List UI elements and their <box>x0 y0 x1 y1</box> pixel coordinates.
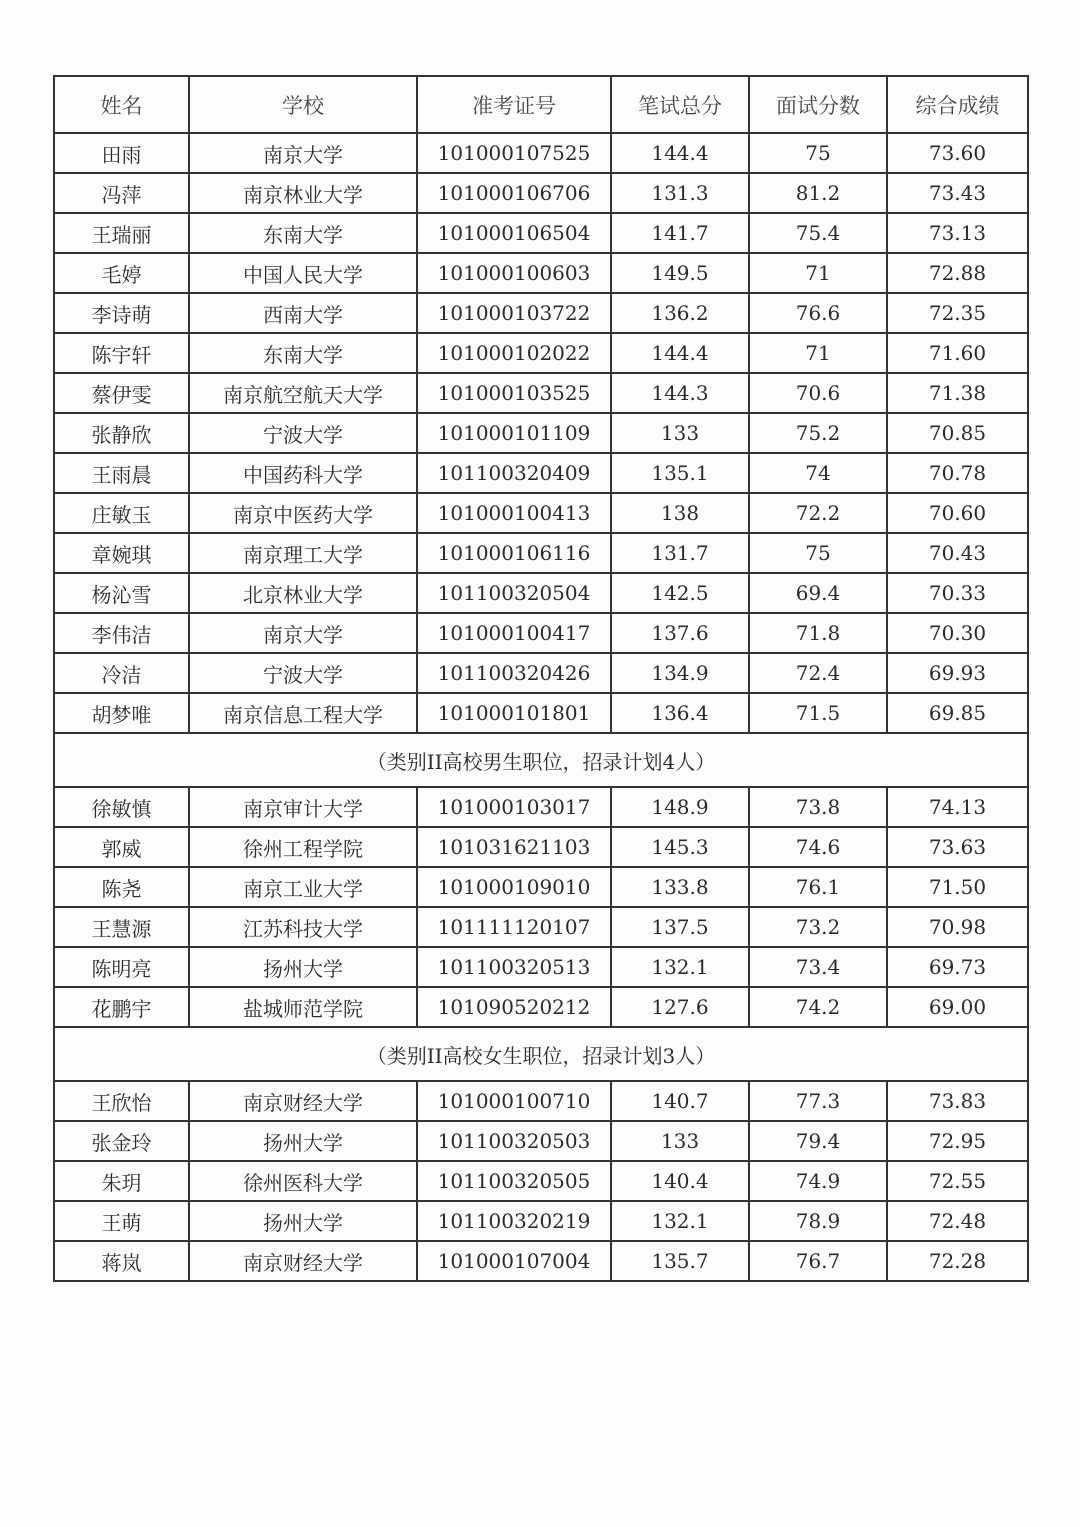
cell-interview-score: 79.4 <box>749 1121 887 1161</box>
cell-exam-id: 101100320513 <box>417 947 611 987</box>
cell-interview-score: 75.2 <box>749 413 887 453</box>
cell-written-score: 145.3 <box>611 827 749 867</box>
cell-name: 徐敏慎 <box>54 787 189 827</box>
cell-interview-score: 71 <box>749 333 887 373</box>
cell-total-score: 69.85 <box>887 693 1028 733</box>
table-row <box>54 173 1028 213</box>
cell-interview-score: 73.8 <box>749 787 887 827</box>
cell-school: 南京中医药大学 <box>189 493 417 533</box>
cell-written-score: 137.6 <box>611 613 749 653</box>
table-row <box>54 373 1028 413</box>
cell-written-score: 127.6 <box>611 987 749 1027</box>
cell-name: 陈明亮 <box>54 947 189 987</box>
table-row <box>54 253 1028 293</box>
cell-name: 王欣怡 <box>54 1081 189 1121</box>
cell-interview-score: 74.9 <box>749 1161 887 1201</box>
cell-total-score: 70.85 <box>887 413 1028 453</box>
header-total-score: 综合成绩 <box>887 76 1028 133</box>
cell-interview-score: 78.9 <box>749 1201 887 1241</box>
cell-interview-score: 77.3 <box>749 1081 887 1121</box>
cell-interview-score: 74.2 <box>749 987 887 1027</box>
cell-interview-score: 69.4 <box>749 573 887 613</box>
cell-school: 南京财经大学 <box>189 1241 417 1281</box>
cell-school: 宁波大学 <box>189 413 417 453</box>
cell-total-score: 69.00 <box>887 987 1028 1027</box>
cell-written-score: 149.5 <box>611 253 749 293</box>
cell-school: 南京信息工程大学 <box>189 693 417 733</box>
cell-exam-id: 101100320504 <box>417 573 611 613</box>
table-row <box>54 133 1028 173</box>
table-row <box>54 827 1028 867</box>
table-row <box>54 533 1028 573</box>
cell-name: 冷洁 <box>54 653 189 693</box>
cell-interview-score: 72.4 <box>749 653 887 693</box>
cell-interview-score: 71 <box>749 253 887 293</box>
cell-total-score: 73.43 <box>887 173 1028 213</box>
cell-school: 中国人民大学 <box>189 253 417 293</box>
cell-total-score: 71.50 <box>887 867 1028 907</box>
cell-interview-score: 74.6 <box>749 827 887 867</box>
table-row <box>54 1121 1028 1161</box>
table-row <box>54 1161 1028 1201</box>
header-written-score: 笔试总分 <box>611 76 749 133</box>
cell-total-score: 70.78 <box>887 453 1028 493</box>
cell-exam-id: 101000100417 <box>417 613 611 653</box>
cell-interview-score: 73.4 <box>749 947 887 987</box>
cell-exam-id: 101000100603 <box>417 253 611 293</box>
cell-written-score: 134.9 <box>611 653 749 693</box>
cell-exam-id: 101100320409 <box>417 453 611 493</box>
cell-name: 张金玲 <box>54 1121 189 1161</box>
cell-name: 王雨晨 <box>54 453 189 493</box>
cell-written-score: 135.7 <box>611 1241 749 1281</box>
cell-written-score: 131.3 <box>611 173 749 213</box>
table-row <box>54 613 1028 653</box>
cell-school: 扬州大学 <box>189 1201 417 1241</box>
cell-school: 南京航空航天大学 <box>189 373 417 413</box>
cell-written-score: 144.4 <box>611 133 749 173</box>
cell-exam-id: 101111120107 <box>417 907 611 947</box>
cell-school: 南京工业大学 <box>189 867 417 907</box>
cell-exam-id: 101031621103 <box>417 827 611 867</box>
cell-name: 王慧源 <box>54 907 189 947</box>
cell-written-score: 131.7 <box>611 533 749 573</box>
cell-total-score: 72.35 <box>887 293 1028 333</box>
cell-written-score: 133 <box>611 413 749 453</box>
cell-name: 张静欣 <box>54 413 189 453</box>
cell-school: 南京财经大学 <box>189 1081 417 1121</box>
cell-exam-id: 101000102022 <box>417 333 611 373</box>
cell-exam-id: 101000109010 <box>417 867 611 907</box>
header-interview-score: 面试分数 <box>749 76 887 133</box>
cell-total-score: 73.83 <box>887 1081 1028 1121</box>
cell-exam-id: 101100320219 <box>417 1201 611 1241</box>
cell-school: 西南大学 <box>189 293 417 333</box>
table-row <box>54 333 1028 373</box>
cell-name: 朱玥 <box>54 1161 189 1201</box>
cell-name: 郭威 <box>54 827 189 867</box>
table-row <box>54 453 1028 493</box>
cell-exam-id: 101000107525 <box>417 133 611 173</box>
table-row <box>54 213 1028 253</box>
cell-written-score: 144.4 <box>611 333 749 373</box>
cell-name: 李诗萌 <box>54 293 189 333</box>
cell-exam-id: 101100320503 <box>417 1121 611 1161</box>
cell-written-score: 140.4 <box>611 1161 749 1201</box>
table-row <box>54 693 1028 733</box>
cell-exam-id: 101000100413 <box>417 493 611 533</box>
cell-school: 扬州大学 <box>189 947 417 987</box>
cell-exam-id: 101000103722 <box>417 293 611 333</box>
table-row <box>54 987 1028 1027</box>
cell-total-score: 74.13 <box>887 787 1028 827</box>
table-body <box>54 133 1028 1281</box>
cell-interview-score: 70.6 <box>749 373 887 413</box>
cell-written-score: 141.7 <box>611 213 749 253</box>
cell-interview-score: 74 <box>749 453 887 493</box>
cell-exam-id: 101100320505 <box>417 1161 611 1201</box>
cell-exam-id: 101000100710 <box>417 1081 611 1121</box>
cell-school: 东南大学 <box>189 213 417 253</box>
cell-total-score: 72.28 <box>887 1241 1028 1281</box>
cell-interview-score: 81.2 <box>749 173 887 213</box>
cell-written-score: 135.1 <box>611 453 749 493</box>
cell-exam-id: 101000101801 <box>417 693 611 733</box>
section-heading: （类别II高校男生职位，招录计划4人） <box>54 733 1028 787</box>
results-table <box>53 75 1029 1282</box>
table-row <box>54 1241 1028 1281</box>
cell-school: 徐州工程学院 <box>189 827 417 867</box>
cell-interview-score: 75.4 <box>749 213 887 253</box>
cell-total-score: 72.48 <box>887 1201 1028 1241</box>
cell-total-score: 71.38 <box>887 373 1028 413</box>
cell-written-score: 148.9 <box>611 787 749 827</box>
cell-written-score: 142.5 <box>611 573 749 613</box>
cell-total-score: 73.13 <box>887 213 1028 253</box>
cell-exam-id: 101000106504 <box>417 213 611 253</box>
cell-school: 南京大学 <box>189 613 417 653</box>
cell-school: 江苏科技大学 <box>189 907 417 947</box>
table-row <box>54 293 1028 333</box>
cell-total-score: 73.60 <box>887 133 1028 173</box>
cell-exam-id: 101000101109 <box>417 413 611 453</box>
cell-interview-score: 71.8 <box>749 613 887 653</box>
table-header-row <box>54 76 1028 133</box>
cell-school: 徐州医科大学 <box>189 1161 417 1201</box>
cell-written-score: 137.5 <box>611 907 749 947</box>
cell-exam-id: 101090520212 <box>417 987 611 1027</box>
cell-school: 东南大学 <box>189 333 417 373</box>
table-row <box>54 947 1028 987</box>
section-heading: （类别II高校女生职位，招录计划3人） <box>54 1027 1028 1081</box>
cell-total-score: 72.55 <box>887 1161 1028 1201</box>
cell-school: 南京理工大学 <box>189 533 417 573</box>
cell-interview-score: 75 <box>749 533 887 573</box>
cell-total-score: 73.63 <box>887 827 1028 867</box>
table-row <box>54 787 1028 827</box>
cell-total-score: 72.95 <box>887 1121 1028 1161</box>
cell-exam-id: 101000103017 <box>417 787 611 827</box>
cell-name: 杨沁雪 <box>54 573 189 613</box>
cell-name: 毛婷 <box>54 253 189 293</box>
table-row <box>54 573 1028 613</box>
cell-name: 蒋岚 <box>54 1241 189 1281</box>
cell-interview-score: 76.1 <box>749 867 887 907</box>
cell-name: 蔡伊雯 <box>54 373 189 413</box>
cell-total-score: 70.43 <box>887 533 1028 573</box>
cell-school: 南京林业大学 <box>189 173 417 213</box>
cell-total-score: 71.60 <box>887 333 1028 373</box>
cell-name: 章婉琪 <box>54 533 189 573</box>
cell-school: 南京大学 <box>189 133 417 173</box>
cell-name: 王瑞丽 <box>54 213 189 253</box>
cell-name: 冯萍 <box>54 173 189 213</box>
cell-exam-id: 101000107004 <box>417 1241 611 1281</box>
cell-written-score: 132.1 <box>611 1201 749 1241</box>
cell-school: 中国药科大学 <box>189 453 417 493</box>
cell-written-score: 144.3 <box>611 373 749 413</box>
cell-interview-score: 71.5 <box>749 693 887 733</box>
header-exam-id: 准考证号 <box>417 76 611 133</box>
table-row <box>54 907 1028 947</box>
cell-total-score: 70.33 <box>887 573 1028 613</box>
cell-name: 田雨 <box>54 133 189 173</box>
cell-written-score: 133.8 <box>611 867 749 907</box>
table-row <box>54 1081 1028 1121</box>
section-heading-row <box>54 1027 1028 1081</box>
cell-total-score: 69.73 <box>887 947 1028 987</box>
table-row <box>54 867 1028 907</box>
cell-interview-score: 72.2 <box>749 493 887 533</box>
cell-name: 王萌 <box>54 1201 189 1241</box>
section-heading-row <box>54 733 1028 787</box>
cell-written-score: 132.1 <box>611 947 749 987</box>
header-name: 姓名 <box>54 76 189 133</box>
cell-interview-score: 73.2 <box>749 907 887 947</box>
cell-school: 南京审计大学 <box>189 787 417 827</box>
cell-interview-score: 76.6 <box>749 293 887 333</box>
cell-school: 宁波大学 <box>189 653 417 693</box>
table-row <box>54 413 1028 453</box>
cell-name: 陈尧 <box>54 867 189 907</box>
cell-total-score: 70.98 <box>887 907 1028 947</box>
cell-name: 花鹏宇 <box>54 987 189 1027</box>
cell-school: 扬州大学 <box>189 1121 417 1161</box>
cell-name: 庄敏玉 <box>54 493 189 533</box>
cell-exam-id: 101000103525 <box>417 373 611 413</box>
cell-exam-id: 101000106116 <box>417 533 611 573</box>
table-row <box>54 1201 1028 1241</box>
cell-interview-score: 75 <box>749 133 887 173</box>
cell-total-score: 70.30 <box>887 613 1028 653</box>
table-row <box>54 653 1028 693</box>
header-school: 学校 <box>189 76 417 133</box>
cell-name: 陈宇轩 <box>54 333 189 373</box>
cell-school: 北京林业大学 <box>189 573 417 613</box>
cell-written-score: 136.2 <box>611 293 749 333</box>
cell-interview-score: 76.7 <box>749 1241 887 1281</box>
cell-written-score: 138 <box>611 493 749 533</box>
cell-name: 李伟洁 <box>54 613 189 653</box>
cell-exam-id: 101100320426 <box>417 653 611 693</box>
cell-written-score: 136.4 <box>611 693 749 733</box>
cell-total-score: 69.93 <box>887 653 1028 693</box>
table-row <box>54 493 1028 533</box>
cell-name: 胡梦唯 <box>54 693 189 733</box>
cell-exam-id: 101000106706 <box>417 173 611 213</box>
cell-total-score: 72.88 <box>887 253 1028 293</box>
cell-written-score: 140.7 <box>611 1081 749 1121</box>
cell-total-score: 70.60 <box>887 493 1028 533</box>
cell-written-score: 133 <box>611 1121 749 1161</box>
cell-school: 盐城师范学院 <box>189 987 417 1027</box>
